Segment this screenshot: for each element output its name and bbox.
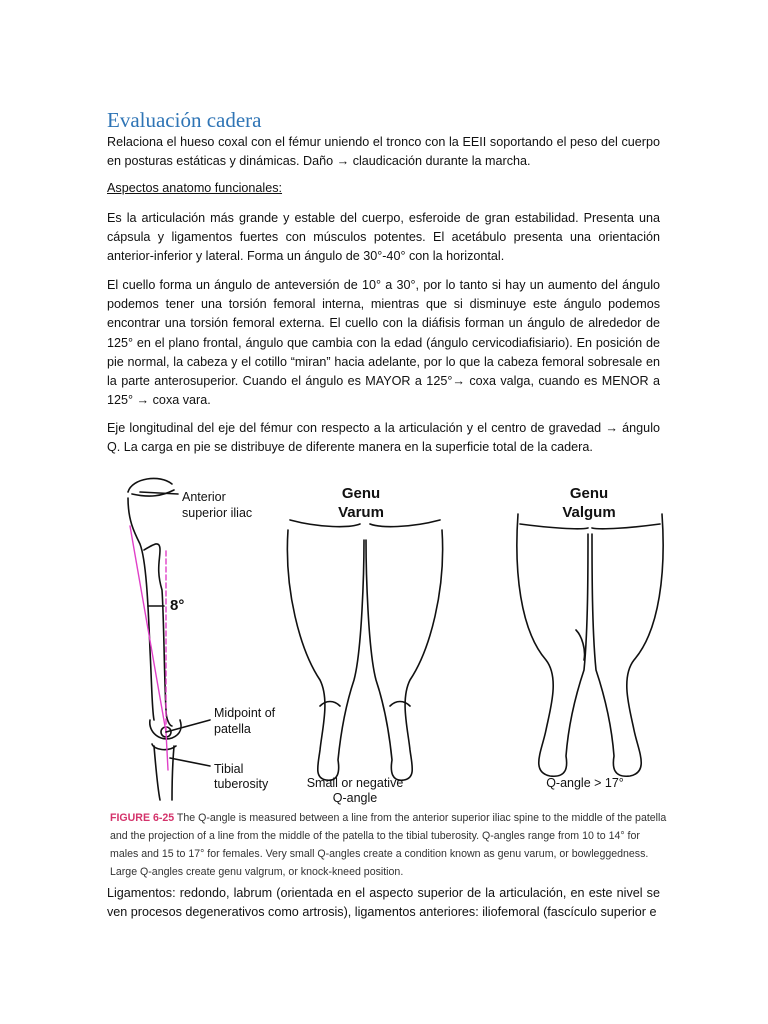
varum-caption-line1: Small or negative	[306, 776, 404, 790]
paragraph-neck-angle: El cuello forma un ángulo de anteversión de 10° a 30°, por lo tanto si hay un aumento del ángulo podemos tener una torsión femoral interna, mientras que si disminuye este ángulo podemos encontrar una torsión femoral externa. El cuello con la diáfisis forman un ángulo de alrededor de 125° en el plano frontal, ángulo que cambia con la edad (ángulo cervicodiafisiario). En posición de pie normal, la cabeza y el cotillo “miran” hacia adelante, por lo que la cabeza femoral sobresale en la parte anterosuperior. Cuando el ángulo es MAYOR a 125°→ coxa valga, cuando es MENOR a 125° → coxa vara.	[107, 278, 660, 408]
femur-drawing	[128, 478, 181, 800]
valgum-caption: Q-angle > 17°	[546, 776, 624, 790]
figure-caption-label: FIGURE 6-25	[110, 812, 175, 824]
figure-caption	[110, 808, 670, 880]
figure-caption-text: The Q-angle is measured between a line from the anterior superior iliac spine to the middle of the patella and the projection of a line from the middle of the patella to the tibial tuberosity. Q-angles range from 10 to 14° for males and 15 to 17° for females. Very small Q-angles create a condition known as genu varum, or bowleggedness. Large Q-angles create genu valgrum, or knock-kneed position.	[110, 812, 667, 878]
q-angle-lines	[130, 526, 168, 770]
varum-caption-line2: Q-angle	[332, 791, 378, 805]
section-subheading: Aspectos anatomo funcionales:	[107, 181, 283, 195]
paragraph-joint: Es la articulación más grande y estable del cuerpo, esferoide de gran estabilidad. Presenta una cápsula y ligamentos fuertes con músculos potentes. El acetábulo presenta una orientación anterior-inferior y lateral. Forma un ángulo de 30°-40° con la horizontal.	[107, 211, 660, 264]
q-angle-figure	[110, 470, 670, 810]
label-angle-degrees: 8°	[170, 597, 185, 614]
paragraph-ligaments: Ligamentos: redondo, labrum (orientada en el aspecto superior de la articulación, en este nivel se ven procesos degenerativos como artrosis), ligamentos anteriores: iliofemoral (fascículo superior e	[107, 886, 660, 920]
page-title: Evaluación cadera	[107, 108, 262, 132]
genu-varum-drawing	[287, 520, 442, 780]
intro-paragraph: Relaciona el hueso coxal con el fémur uniendo el tronco con la EEII soportando el peso del cuerpo en posturas estáticas y dinámicas. Daño → claudicación durante la marcha.	[107, 135, 660, 169]
label-tibial-line2: tuberosity	[214, 777, 269, 791]
varum-heading-line1: Genu	[341, 485, 381, 502]
valgum-heading-line2: Valgum	[562, 504, 616, 521]
label-patella-line1: Midpoint of	[214, 706, 276, 720]
valgum-heading-line1: Genu	[569, 485, 609, 502]
label-asis-line1: Anterior	[182, 490, 226, 504]
varum-heading-line2: Varum	[338, 504, 384, 521]
paragraph-q-angle: Eje longitudinal del eje del fémur con respecto a la articulación y el centro de gravedad → ángulo Q. La carga en pie se distribuye de diferente manera en la superficie total de la cadera.	[107, 421, 660, 455]
genu-valgum-drawing	[517, 514, 663, 776]
label-asis-line2: superior iliac	[182, 506, 253, 520]
label-patella-line2: patella	[214, 722, 251, 736]
label-tibial-line1: Tibial	[214, 762, 244, 776]
